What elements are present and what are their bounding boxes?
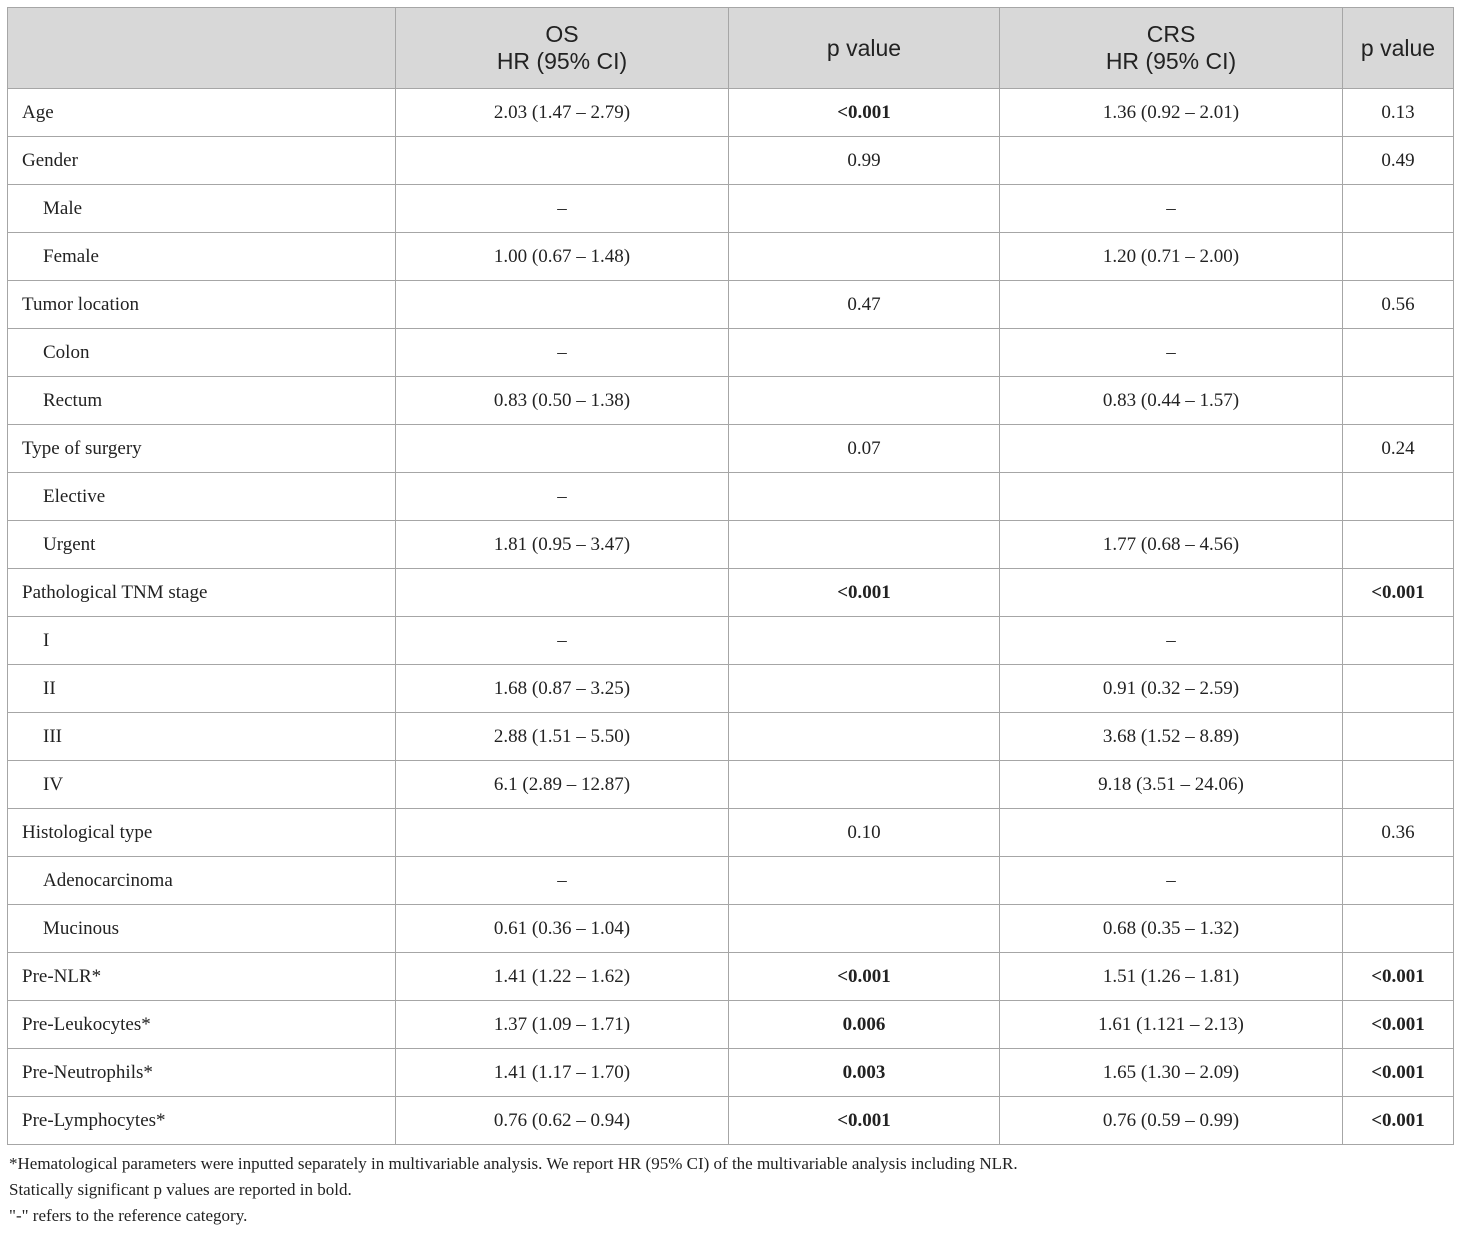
- crs-pvalue-cell: <0.001: [1343, 953, 1454, 1001]
- row-label-cell: II: [8, 665, 396, 713]
- table-row: [8, 617, 1454, 665]
- os-pvalue-cell: [729, 521, 1000, 569]
- os-hr-cell: 1.37 (1.09 – 1.71): [396, 1001, 729, 1049]
- crs-hr-cell: [1000, 809, 1343, 857]
- crs-pvalue-cell: 0.49: [1343, 137, 1454, 185]
- crs-pvalue-cell: [1343, 761, 1454, 809]
- row-label-cell: Pre-Lymphocytes*: [8, 1097, 396, 1145]
- os-pvalue-cell: 0.003: [729, 1049, 1000, 1097]
- os-hr-cell: [396, 425, 729, 473]
- os-hr-cell: 1.68 (0.87 – 3.25): [396, 665, 729, 713]
- table-row: [8, 569, 1454, 617]
- os-hr-cell: 2.03 (1.47 – 2.79): [396, 89, 729, 137]
- row-label-cell: Pre-Leukocytes*: [8, 1001, 396, 1049]
- crs-hr-cell: [1000, 569, 1343, 617]
- crs-pvalue-cell: [1343, 617, 1454, 665]
- os-pvalue-cell: [729, 617, 1000, 665]
- os-hr-cell: –: [396, 473, 729, 521]
- os-hr-cell: 1.00 (0.67 – 1.48): [396, 233, 729, 281]
- crs-hr-cell: 0.91 (0.32 – 2.59): [1000, 665, 1343, 713]
- os-pvalue-cell: <0.001: [729, 1097, 1000, 1145]
- header-crs-subtitle: HR (95% CI): [1105, 48, 1237, 74]
- row-label-cell: Urgent: [8, 521, 396, 569]
- os-hr-cell: 0.61 (0.36 – 1.04): [396, 905, 729, 953]
- table-row: [8, 1049, 1454, 1097]
- header-crs-title: CRS: [1146, 21, 1196, 47]
- row-label-cell: Tumor location: [8, 281, 396, 329]
- os-hr-cell: 1.41 (1.17 – 1.70): [396, 1049, 729, 1097]
- os-hr-cell: 6.1 (2.89 – 12.87): [396, 761, 729, 809]
- os-hr-cell: –: [396, 329, 729, 377]
- table-row: [8, 233, 1454, 281]
- table-row: [8, 425, 1454, 473]
- table-row: [8, 1097, 1454, 1145]
- os-pvalue-cell: [729, 233, 1000, 281]
- table-row: [8, 905, 1454, 953]
- row-label-cell: Type of surgery: [8, 425, 396, 473]
- crs-hr-cell: 1.36 (0.92 – 2.01): [1000, 89, 1343, 137]
- table-row: [8, 89, 1454, 137]
- table-body: [8, 89, 1454, 1145]
- os-hr-cell: 2.88 (1.51 – 5.50): [396, 713, 729, 761]
- header-os-title: OS: [545, 21, 579, 47]
- row-label-cell: Mucinous: [8, 905, 396, 953]
- row-label-cell: Age: [8, 89, 396, 137]
- os-hr-cell: –: [396, 617, 729, 665]
- table-row: [8, 713, 1454, 761]
- table-row: [8, 521, 1454, 569]
- table-row: [8, 473, 1454, 521]
- row-label-cell: Female: [8, 233, 396, 281]
- os-hr-cell: 1.81 (0.95 – 3.47): [396, 521, 729, 569]
- os-pvalue-cell: [729, 185, 1000, 233]
- header-os-pvalue: p value: [729, 8, 1000, 89]
- table-row: [8, 857, 1454, 905]
- row-label-cell: Male: [8, 185, 396, 233]
- table-row: [8, 377, 1454, 425]
- table-row: [8, 809, 1454, 857]
- crs-pvalue-cell: [1343, 521, 1454, 569]
- table-row: [8, 137, 1454, 185]
- crs-pvalue-cell: [1343, 329, 1454, 377]
- row-label-cell: Pre-Neutrophils*: [8, 1049, 396, 1097]
- crs-hr-cell: 9.18 (3.51 – 24.06): [1000, 761, 1343, 809]
- header-row: [8, 8, 1454, 89]
- row-label-cell: I: [8, 617, 396, 665]
- row-label-cell: Gender: [8, 137, 396, 185]
- crs-pvalue-cell: 0.24: [1343, 425, 1454, 473]
- crs-pvalue-cell: 0.56: [1343, 281, 1454, 329]
- crs-hr-cell: [1000, 425, 1343, 473]
- os-hr-cell: 0.76 (0.62 – 0.94): [396, 1097, 729, 1145]
- table-container: [7, 7, 1453, 1229]
- crs-hr-cell: 1.20 (0.71 – 2.00): [1000, 233, 1343, 281]
- footnotes: [7, 1151, 1453, 1229]
- os-pvalue-cell: [729, 377, 1000, 425]
- footnote: "-" refers to the reference category.: [9, 1206, 248, 1225]
- crs-hr-cell: [1000, 281, 1343, 329]
- table-header: [8, 8, 1454, 89]
- table-row: [8, 185, 1454, 233]
- os-hr-cell: 1.41 (1.22 – 1.62): [396, 953, 729, 1001]
- crs-pvalue-cell: 0.13: [1343, 89, 1454, 137]
- os-pvalue-cell: [729, 713, 1000, 761]
- os-pvalue-cell: [729, 857, 1000, 905]
- os-pvalue-cell: [729, 761, 1000, 809]
- os-hr-cell: [396, 809, 729, 857]
- header-os-hr: [396, 8, 729, 89]
- crs-hr-cell: [1000, 137, 1343, 185]
- row-label-cell: Pathological TNM stage: [8, 569, 396, 617]
- row-label-cell: Colon: [8, 329, 396, 377]
- crs-pvalue-cell: [1343, 857, 1454, 905]
- results-table: [7, 7, 1454, 1145]
- os-hr-cell: –: [396, 185, 729, 233]
- crs-hr-cell: 0.76 (0.59 – 0.99): [1000, 1097, 1343, 1145]
- table-row: [8, 1001, 1454, 1049]
- row-label-cell: Pre-NLR*: [8, 953, 396, 1001]
- crs-hr-cell: –: [1000, 185, 1343, 233]
- footnote: Statically significant p values are reported in bold.: [9, 1180, 352, 1199]
- os-hr-cell: –: [396, 857, 729, 905]
- crs-pvalue-cell: [1343, 665, 1454, 713]
- os-pvalue-cell: 0.07: [729, 425, 1000, 473]
- os-hr-cell: [396, 137, 729, 185]
- crs-pvalue-cell: [1343, 905, 1454, 953]
- header-crs-pvalue: p value: [1343, 8, 1454, 89]
- os-pvalue-cell: [729, 905, 1000, 953]
- os-pvalue-cell: [729, 473, 1000, 521]
- table-row: [8, 953, 1454, 1001]
- header-crs-hr: [1000, 8, 1343, 89]
- crs-hr-cell: –: [1000, 617, 1343, 665]
- os-pvalue-cell: 0.006: [729, 1001, 1000, 1049]
- os-pvalue-cell: <0.001: [729, 953, 1000, 1001]
- os-pvalue-cell: [729, 665, 1000, 713]
- os-pvalue-cell: 0.99: [729, 137, 1000, 185]
- os-hr-cell: [396, 569, 729, 617]
- row-label-cell: Histological type: [8, 809, 396, 857]
- crs-hr-cell: 1.61 (1.121 – 2.13): [1000, 1001, 1343, 1049]
- crs-pvalue-cell: 0.36: [1343, 809, 1454, 857]
- crs-pvalue-cell: <0.001: [1343, 1001, 1454, 1049]
- row-label-cell: III: [8, 713, 396, 761]
- crs-pvalue-cell: <0.001: [1343, 1097, 1454, 1145]
- crs-pvalue-cell: [1343, 185, 1454, 233]
- crs-pvalue-cell: [1343, 713, 1454, 761]
- table-row: [8, 329, 1454, 377]
- crs-pvalue-cell: [1343, 233, 1454, 281]
- header-os-subtitle: HR (95% CI): [496, 48, 628, 74]
- os-pvalue-cell: 0.10: [729, 809, 1000, 857]
- os-hr-cell: 0.83 (0.50 – 1.38): [396, 377, 729, 425]
- table-row: [8, 665, 1454, 713]
- crs-hr-cell: 1.77 (0.68 – 4.56): [1000, 521, 1343, 569]
- os-pvalue-cell: <0.001: [729, 89, 1000, 137]
- row-label-cell: IV: [8, 761, 396, 809]
- crs-hr-cell: –: [1000, 857, 1343, 905]
- row-label-cell: Adenocarcinoma: [8, 857, 396, 905]
- os-pvalue-cell: 0.47: [729, 281, 1000, 329]
- crs-pvalue-cell: [1343, 377, 1454, 425]
- crs-hr-cell: 0.68 (0.35 – 1.32): [1000, 905, 1343, 953]
- crs-hr-cell: 1.65 (1.30 – 2.09): [1000, 1049, 1343, 1097]
- table-row: [8, 281, 1454, 329]
- row-label-cell: Elective: [8, 473, 396, 521]
- crs-hr-cell: [1000, 473, 1343, 521]
- row-label-cell: Rectum: [8, 377, 396, 425]
- os-pvalue-cell: <0.001: [729, 569, 1000, 617]
- crs-pvalue-cell: <0.001: [1343, 1049, 1454, 1097]
- crs-hr-cell: 1.51 (1.26 – 1.81): [1000, 953, 1343, 1001]
- crs-pvalue-cell: [1343, 473, 1454, 521]
- header-variable: [8, 8, 396, 89]
- crs-pvalue-cell: <0.001: [1343, 569, 1454, 617]
- footnote: *Hematological parameters were inputted separately in multivariable analysis. We report HR (95% CI) of the multivariable analysis including NLR.: [9, 1154, 1018, 1173]
- crs-hr-cell: 0.83 (0.44 – 1.57): [1000, 377, 1343, 425]
- table-row: [8, 761, 1454, 809]
- os-hr-cell: [396, 281, 729, 329]
- crs-hr-cell: –: [1000, 329, 1343, 377]
- crs-hr-cell: 3.68 (1.52 – 8.89): [1000, 713, 1343, 761]
- os-pvalue-cell: [729, 329, 1000, 377]
